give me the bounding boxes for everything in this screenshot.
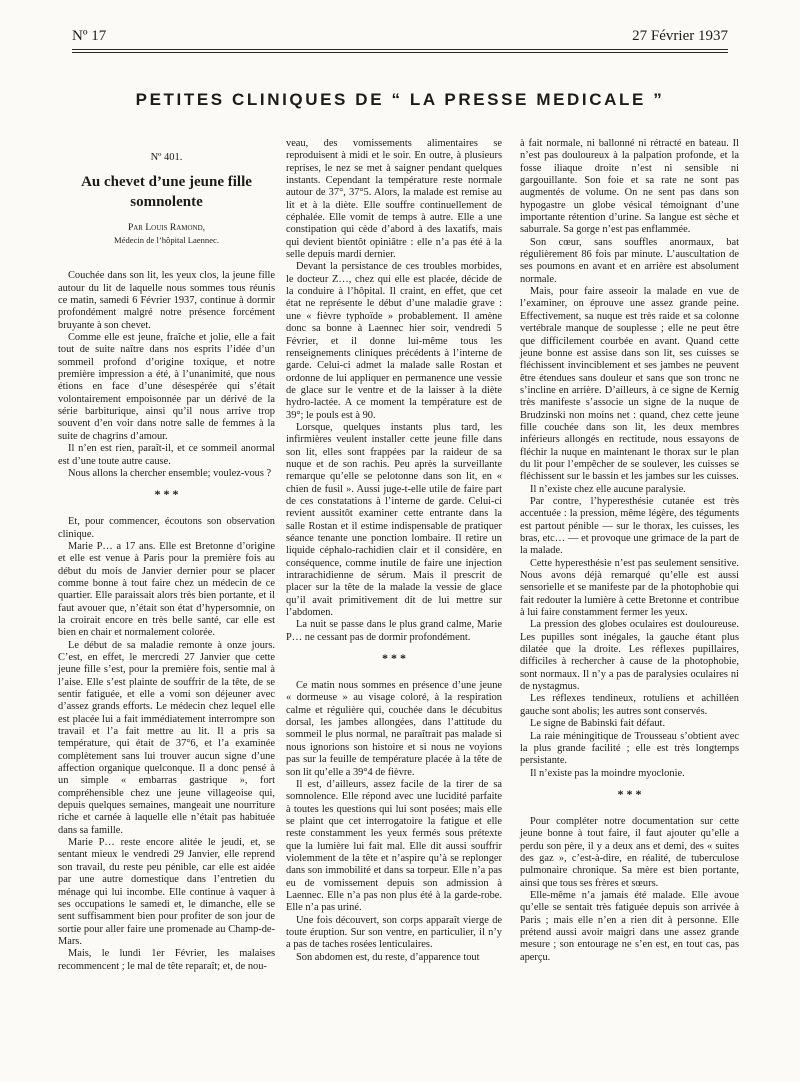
article-author: Par Louis Ramond, — [127, 223, 206, 234]
section-separator: * * * — [382, 651, 406, 666]
paragraph: Mais, le lundi 1er Février, les malaises recommencent ; le mal de tête reparaît; et, de nou- — [58, 948, 275, 972]
column-3 — [520, 138, 739, 964]
paragraph: Il n’existe pas la moindre myoclonie. — [530, 767, 685, 779]
section-separator: * * * — [154, 487, 179, 502]
header-rule-second — [72, 52, 728, 53]
paragraph: Son cœur, sans souffles anormaux, bat régulièrement 86 fois par minute. L’auscultation de ses poumons en avant et en arrière est absolument normale. — [520, 236, 739, 285]
column-1 — [58, 130, 275, 973]
paragraph: Son abdomen est, du reste, d’apparence tout — [296, 951, 480, 963]
paragraph: Devant la persistance de ces troubles morbides, le docteur Z…, chez qui elle est placée, décide de la conduire à l’hôpital. Il craint, en effet, que cet état ne représente le début d’une maladie grave : une « fièvre typhoïde » probablement. Il amène donc sa bonne à Laennec hier soir, vendredi 5 Février, et il donne lui-même tous les renseignements cliniques précédents à l’interne de garde. Celui-ci admet la malade salle Rostan et ordonne de lui appliquer en permanence une vessie de glace sur le ventre et de la laisser à la diète hydro-lactée. A ce moment la température est de 39°; le pouls est à 90. — [286, 261, 502, 421]
section-separator: * * * — [617, 786, 642, 801]
paragraph: veau, des vomissements alimentaires se reproduisent à midi et le soir. En outre, à plusieurs reprises, le nez se met à saigner pendant quelques instants. Cependant la température reste normale autour de 37°, 37°5. Alors, la malade est remise au lit et à la diète. Elle souffre continuellement de céphalée. Elle vomit de temps à autre. Elle a une constipation qui cède d’abord à des laxatifs, mais qui devient bientôt opiniâtre : elle n’a pas été à la selle depuis mardi dernier. — [286, 138, 502, 261]
paragraph: Cette hyperesthésie n’est pas seulement sensitive. Nous avons déjà remarqué qu’elle est aussi sensorielle et se manifeste par de la photophobie qui fait redouter la lumière à cette Bretonne et contribue à lui faire constamment fermer les yeux. — [520, 557, 739, 619]
issue-date: 27 Février 1937 — [632, 28, 728, 44]
paragraph: Il est, d’ailleurs, assez facile de la tirer de sa somnolence. Elle répond avec une lucidité parfaite à toutes les questions qui lui sont posées; mais elle se plaint que cet interrogatoire la fatigue et elle reste constamment les yeux fermés sous prétexte que la lumière lui fait mal. Elle dit aussi souffrir violemment de la tête et n’aspire qu’à se replonger dans son immobilité et dans sa torpeur. Elle n’a pas eu de vomissement depuis son admission à Laennec. Elle n’a pas non plus été à la garde-robe. Elle n’a pas uriné. — [286, 778, 502, 914]
paragraph: Une fois découvert, son corps apparaît vierge de toute éruption. Sur son ventre, en particulier, il n’y a pas de taches rosées lenticulaires. — [286, 914, 502, 951]
paragraph: à fait normale, ni ballonné ni rétracté en bateau. Il n’est pas douloureux à la palpation profonde, et la fosse iliaque droite n’est ni sensible ni gargouillante. Son foie et sa rate ne sont pas augmentés de volume. On ne sent pas dans son hypogastre un globe vésical témoignant d’une importante rétention d’urine. Sa langue est sèche et saburrale. Sa gorge n’est pas enflammée. — [520, 138, 739, 236]
paragraph: Il n’existe chez elle aucune paralysie. — [530, 483, 686, 495]
article-title-line1: Au chevet d’une jeune fille — [81, 174, 252, 191]
column-2 — [286, 138, 502, 964]
paragraph: La raie méningitique de Trousseau s’obtient avec la plus grande facilité ; elle est très longtemps persistante. — [520, 730, 739, 767]
issue-number: Nº 17 — [72, 28, 107, 44]
paragraph: Pour compléter notre documentation sur cette jeune bonne à tout faire, il faut ajouter qu’elle a perdu son père, il y a deux ans et demi, des « suites des gaz », c’est-à-dire, en réalité, de tuberculose pulmonaire chronique. Sa mère est bien portante, ainsi que tous ses frères et sœurs. — [520, 815, 739, 889]
paragraph: Nous allons la chercher ensemble; voulez-vous ? — [68, 467, 272, 479]
paragraph: La pression des globes oculaires est douloureuse. Les pupilles sont inégales, la gauche étant plus dilatée que la droite. Les réflexes pupillaires, difficiles à rechercher à cause de la photophobie, sont normaux. Il n’y a pas de paralysies oculaires ni de nystagmus. — [520, 619, 739, 693]
paragraph: Le début de sa maladie remonte à onze jours. C’est, en effet, le mercredi 27 Janvier que cette jeune fille s’est, pour la première fois, sentie mal à l’aise. Elle s’est plainte de souffrir de la tête, de se sentir fatiguée, et elle a vomi son déjeuner avec d’assez grands efforts. Le médecin chez lequel elle est placée lui a fait immédiatement interrompre son travail et l’a fait mettre au lit. Il a pris sa température, qui était de 37°6, et l’a examinée complètement sans lui trouver aucun signe d’une affection organique quelconque. Il a donc pensé à un simple « embarras gastrique », fort compréhensible chez une jeune villageoise qui, depuis quelques semaines, mangeait une nourriture riche et carnée à laquelle elle n’était pas habituée dans sa famille. — [58, 639, 275, 836]
article-title-line2: somnolente — [130, 194, 203, 211]
paragraph: Comme elle est jeune, fraîche et jolie, elle a fait tout de suite naître dans nos esprits l’idée d’un sommeil profond d’origine toxique, et notre première impression a été, à l’unanimité, que nous étions en face d’une désespérée qui s’était volontairement empoisonnée par un dérivé de la série barbiturique, ainsi qu’il nous arrive trop souvent d’en voir dans notre salle de femmes à la suite de chagrins d’amour. — [58, 332, 275, 442]
paragraph: Il n’en est rien, paraît-il, et ce sommeil anormal est d’une toute autre cause. — [58, 443, 275, 467]
paragraph: Elle-même n’a jamais été malade. Elle avoue qu’elle se sentait très fatiguée depuis son arrivée à Paris ; mais elle n’en a rien dit à personne. Elle prétend aussi avoir maigri dans une assez grande mesure ; son entourage ne s’en est, en tout cas, pas aperçu. — [520, 889, 739, 963]
article-number: Nº 401. — [150, 152, 183, 163]
section-title: PETITES CLINIQUES DE “ LA PRESSE MEDICALE ” — [135, 90, 665, 109]
author-affiliation: Médecin de l’hôpital Laennec. — [114, 235, 219, 246]
paragraph: Ce matin nous sommes en présence d’une jeune « dormeuse » au visage coloré, à la respiration calme et régulière qui, couchée dans le décubitus dorsal, les jambes allongées, dans l’attitude du sommeil le plus normal, ne paraîtrait pas malade si nous ignorions son histoire et si nous ne voyions pas sur la feuille de température placée à la tête de son lit qu’elle a 39°4 de fièvre. — [286, 680, 502, 778]
header-rule — [72, 49, 728, 50]
paragraph: La nuit se passe dans le plus grand calme, Marie P… ne cessant pas de dormir profondément. — [286, 619, 502, 643]
paragraph: Marie P… a 17 ans. Elle est Bretonne d’origine et elle est venue à Paris pour la première fois au début du mois de Janvier dernier pour se placer comme bonne à tout faire chez un médecin de ce quartier. Elle paraissait alors très bien portante, et il faut avouer que, n’était son état d’hypersomnie, on la croirait encore en très belle santé, car elle est bien en chair et normalement colorée. — [58, 540, 275, 639]
paragraph: Par contre, l’hyperesthésie cutanée est très accentuée : la pression, même légère, des téguments est partout pénible — sur le thorax, les cuisses, les bras, etc… — et provoque une grimace de la part de la malade. — [520, 495, 739, 557]
article-title — [58, 172, 275, 212]
page-header — [72, 28, 728, 50]
paragraph: Mais, pour faire asseoir la malade en vue de l’examiner, on éprouve une assez grande peine. Effectivement, sa nuque est très raide et sa colonne vertébrale manque de souplesse ; elle ne peut être que difficilement courbée en avant. Quand cette jeune bonne est assise dans son lit, ses cuisses se fléchissent invinciblement et ses jambes ne peuvent être étendues sans douleur et sans que son tronc ne s’incline en arrière. D’ailleurs, à ce signe de Kernig très manifeste s’associe un signe de la nuque de Brudzinski non moins net : quand, chez cette jeune fille couchée dans son lit, les deux membres inférieurs allongés en rectitude, nous essayons de fléchir la nuque en maintenant le thorax sur le plan du lit pour l’empêcher de se soulever, les cuisses se fléchissent sur le bassin et les jambes sur les cuisses. — [520, 286, 739, 483]
paragraph: Et, pour commencer, écoutons son observation clinique. — [58, 516, 275, 540]
paragraph: Couchée dans son lit, les yeux clos, la jeune fille autour du lit de laquelle nous sommes tous réunis ce matin, samedi 6 Février 1937, continue à dormir profondément malgré notre présence forcément bruyante à son chevet. — [58, 270, 275, 331]
paragraph: Lorsque, quelques instants plus tard, les infirmières veulent installer cette jeune fille dans son lit, elles sont frappées par la raideur de sa nuque et de son rachis. Peu après la surveillante remarque qu’elle se pelotonne dans son lit, en « chien de fusil ». Aussi juge-t-elle utile de faire part de ces constatations à l’interne de garde. Celui-ci revient aussitôt examiner cette entrante dans la salle Rostan et il estime indispensable de pratiquer séance tenante une ponction lombaire. Il retire un liquide céphalo-rachidien clair et il considère, en conséquence, comme inutile de faire une injection intrarachidienne de sérum. Mais il prescrit de placer sur la tête de la malade la vessie de glace qu’il avait primitivement dit de lui mettre sur l’abdomen. — [286, 421, 502, 619]
paragraph: Marie P… reste encore alitée le jeudi, et, se sentant mieux le vendredi 29 Janvier, elle reprend son travail, du reste peu pénible, car elle est aidée par une autre domestique dans l’entretien du ménage qui lui incombe. Elle continue à vaquer à ses occupations le samedi et, le dimanche, elle se sent suffisamment bien pour profiter de son jour de sortie pour aller faire une promenade au Champ-de-Mars. — [58, 837, 275, 947]
paragraph: Le signe de Babinski fait défaut. — [530, 718, 666, 730]
paragraph: Les réflexes tendineux, rotuliens et achilléen gauche sont abolis; les autres sont conservés. — [520, 693, 739, 717]
